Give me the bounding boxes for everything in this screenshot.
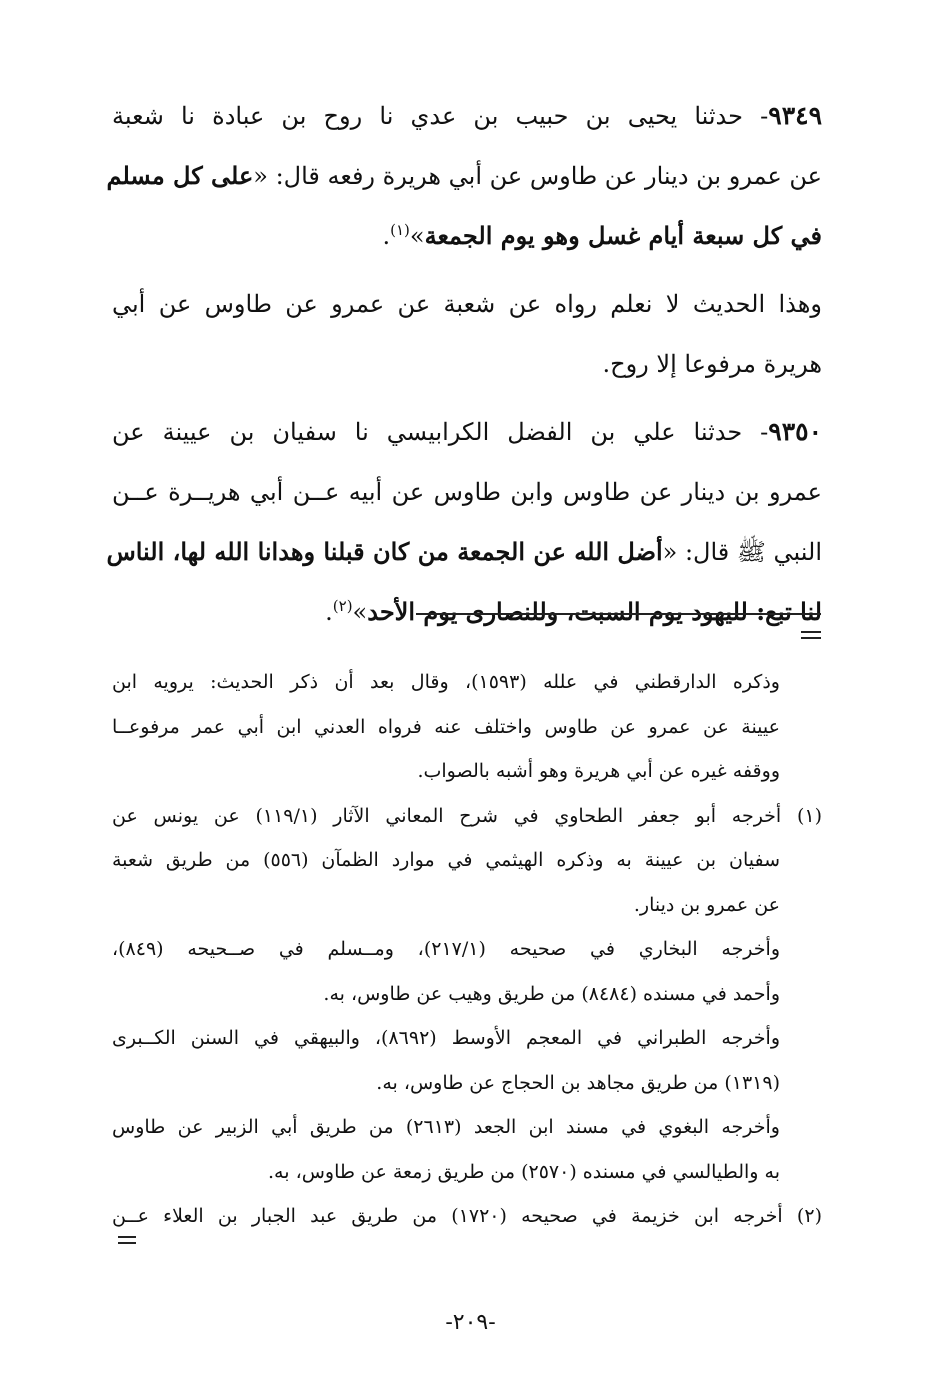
footnote-continued-line: عيينة عن عمرو عن طاوس واختلف عنه فرواه العدني ابن أبي عمر مرفوعــا: [112, 715, 780, 738]
hadith-9350-line-2: [112, 462, 822, 522]
hadith-9350-line-1: [112, 402, 822, 462]
footnote-1-line: وأخرجه البغوي في مسند ابن الجعد (٢٦١٣) من طريق أبي الزبير عن طاوس: [112, 1116, 780, 1138]
footnote-1-line: وأحمد في مسنده (٨٤٨٤) من طريق وهيب عن طاوس، به.: [323, 982, 780, 1005]
hadith-text: - حدثنا يحيى بن حبيب بن عدي نا روح بن عبادة نا شعبة: [112, 102, 769, 130]
hadith-9349-line-1: [112, 86, 822, 146]
page-number: -٢٠٩-: [445, 1310, 496, 1335]
hadith-matn: أضل الله عن الجمعة من كان قبلنا وهدانا الله لها، الناس: [106, 537, 663, 566]
footnote-2-first-line: (٢) أخرجه ابن خزيمة في صحيحه (١٧٢٠) من طريق عبد الجبار بن العلاء عــن: [112, 1205, 822, 1227]
footnote-1-line: (١٣١٩) من طريق مجاهد بن الحجاج عن طاوس، به.: [376, 1071, 780, 1094]
hadith-9349-line-3: [112, 206, 822, 266]
footnote-1-line: سفيان بن عيينة به وذكره الهيثمي في موارد الظمآن (٥٥٦) من طريق شعبة: [112, 849, 781, 871]
main-text: [106, 86, 822, 642]
quote-close: »: [352, 598, 368, 626]
hadith-9350-line-3: [106, 522, 822, 582]
period: .: [325, 598, 333, 626]
hadith-matn: في كل سبعة أيام غسل وهو يوم الجمعة: [424, 221, 822, 250]
hadith-matn: لنا تبع: لليهود يوم السبت، وللنصارى يوم الأحد: [367, 597, 822, 626]
hadith-text: النبي ﷺ قال: «: [662, 538, 822, 566]
hadith-number: ٩٣٤٩: [768, 101, 822, 130]
footnote-continued-line: وذكره الدارقطني في علله (١٥٩٣)، وقال بعد أن ذكر الحديث: يرويه ابن: [112, 671, 780, 693]
footnote-1-line: به والطيالسي في مسنده (٢٥٧٠) من طريق زمعة عن طاوس، به.: [268, 1160, 780, 1183]
hadith-text: عن عمرو بن دينار عن طاوس عن أبي هريرة رفعه قال: «: [253, 162, 822, 190]
hadith-text: - حدثنا علي بن الفضل الكرابيسي نا سفيان بن عيينة عن: [112, 418, 769, 446]
hadith-matn: على كل مسلم: [106, 161, 254, 190]
footnote-ref-2: (٢): [332, 597, 353, 615]
hadith-9350-line-4: [112, 582, 822, 642]
hadith-number: ٩٣٥٠: [768, 417, 822, 446]
comment-line-2: [112, 334, 822, 394]
comment-text: وهذا الحديث لا نعلم رواه عن شعبة عن عمرو عن طاوس عن أبي: [112, 290, 822, 318]
hadith-text: عمرو بن دينار عن طاوس وابن طاوس عن أبيه عــن أبي هريــرة عــن: [112, 478, 822, 506]
footnotes: [112, 660, 822, 1239]
footnote-1-line: عن عمرو بن دينار.: [633, 893, 780, 916]
comment-text: هريرة مرفوعا إلا روح.: [602, 350, 822, 378]
footnote-1-line: وأخرجه الطبراني في المعجم الأوسط (٨٦٩٢)، والبيهقي في السنن الكــبرى: [112, 1027, 780, 1049]
continuation-mark: [801, 631, 821, 643]
comment-line-1: [112, 274, 822, 334]
footnote-separator: [416, 613, 821, 615]
quote-close: »: [409, 222, 425, 250]
hadith-9349-line-2: [106, 146, 822, 206]
footnote-1-line: وأخرجه البخاري في صحيحه (٢١٧/١)، ومــسلم في صــحيحه (٨٤٩)،: [112, 938, 780, 960]
footnote-ref-1: (١): [390, 221, 410, 239]
footnote-1-first-line: (١) أخرجه أبو جعفر الطحاوي في شرح المعاني الآثار (١١٩/١) عن يونس عن: [112, 804, 823, 827]
period: .: [382, 222, 391, 250]
footnote-continued-line: ووقفه غيره عن أبي هريرة وهو أشبه بالصواب.: [417, 760, 780, 782]
continuation-mark-end: [118, 1236, 136, 1248]
